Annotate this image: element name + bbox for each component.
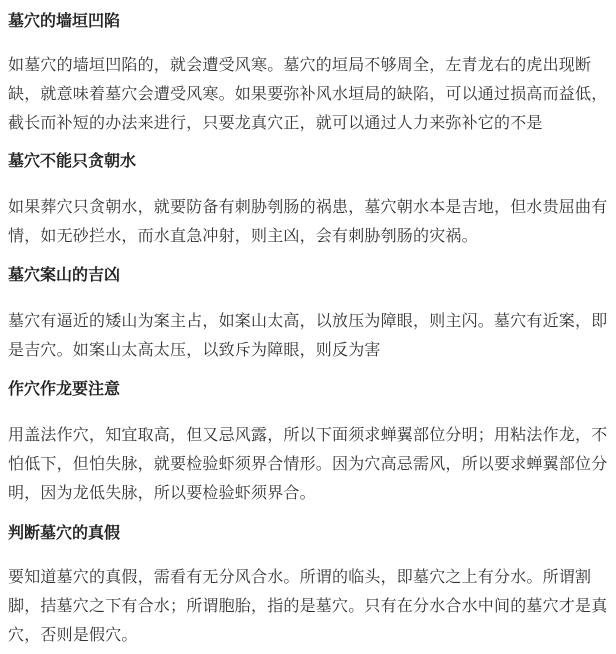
section-title: 墓穴案山的吉凶 bbox=[8, 265, 121, 284]
section-title: 墓穴不能只贪朝水 bbox=[8, 151, 137, 170]
section-paragraph: 如果葬穴只贪朝水，就要防备有刺胁刳肠的祸患，墓穴朝水本是吉地，但水贵屈曲有情，如无砂拦水，而水直急冲射，则主凶，会有刺胁刳肠的灾祸。 bbox=[8, 197, 608, 245]
section-paragraph: 要知道墓穴的真假，需看有无分风合水。所谓的临头，即墓穴之上有分水。所谓割脚，拮墓穴之下有合水；所谓胞胎，指的是墓穴。只有在分水合水中间的墓穴才是真穴，否则是假穴。 bbox=[8, 567, 608, 644]
section-paragraph: 如墓穴的墙垣凹陷的，就会遭受风寒。墓穴的垣局不够周全，左青龙右的虎出现断缺，就意味着墓穴会遭受风寒。如果要弥补风水垣局的缺陷，可以通过损高而益低，截长而补短的办法来进行，只要龙真穴正，就可以通过人力来弥补它的不是 bbox=[8, 55, 608, 132]
section-paragraph: 墓穴有逼近的矮山为案主占，如案山太高，以放压为障眼，则主闪。墓穴有近案，即是吉穴。如案山太高太压，以致斥为障眼，则反为害 bbox=[8, 311, 608, 359]
section-paragraph: 用盖法作穴，知宜取高，但又忌风露，所以下面须求蝉翼部位分明；用粘法作龙，不怕低下，但怕失脉，就要检验虾须界合情形。因为穴高忌需风，所以要求蝉翼部位分明，因为龙低失脉，所以要检验虾须界合。 bbox=[8, 425, 608, 502]
section-title: 作穴作龙要注意 bbox=[8, 379, 121, 398]
section-title: 判断墓穴的真假 bbox=[8, 523, 121, 542]
section-title: 墓穴的墙垣凹陷 bbox=[8, 11, 121, 30]
